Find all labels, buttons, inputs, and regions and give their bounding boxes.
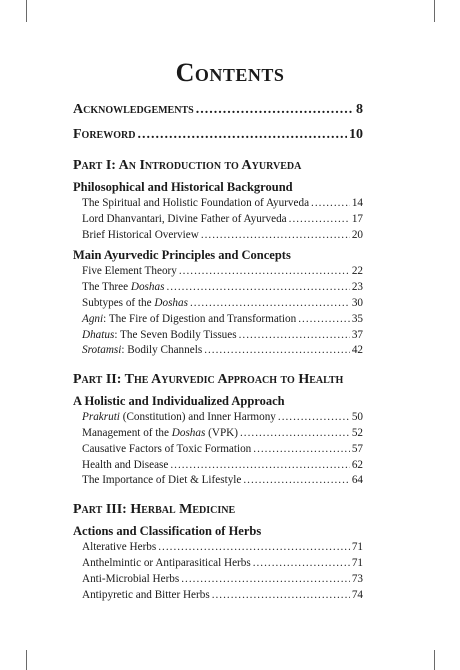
crop-mark-top-right: [434, 0, 435, 22]
dot-leader: [166, 281, 349, 293]
section-heading: A Holistic and Individualized Approach: [73, 394, 285, 409]
dot-leader: [253, 443, 350, 455]
dot-leader: [240, 427, 350, 439]
dot-leader: [196, 102, 354, 118]
toc-entry-label: Brief Historical Overview: [82, 228, 199, 241]
dot-leader: [289, 213, 350, 225]
part-heading: Part III: Herbal Medicine: [73, 502, 236, 518]
toc-entry-label: Alterative Herbs: [82, 541, 157, 554]
part-heading: Part I: An Introduction to Ayurveda: [73, 158, 302, 173]
dot-leader: [170, 459, 349, 471]
dot-leader: [137, 127, 347, 143]
toc-entry-label: The Spiritual and Holistic Foundation of Ayurveda: [82, 197, 310, 209]
toc-entry[interactable]: [73, 281, 363, 297]
toc-entry-label: Anti-Microbial Herbs: [82, 572, 180, 585]
toc-page-number: 52: [351, 426, 363, 439]
section-heading: Philosophical and Historical Background: [73, 180, 293, 194]
toc-page-number: 71: [351, 541, 363, 554]
toc-page-number: 71: [351, 556, 363, 569]
toc-entry-label: Five Element Theory: [82, 265, 177, 278]
crop-mark-bottom-right: [434, 650, 435, 670]
dot-leader: [190, 297, 350, 309]
toc-page-number: 50: [351, 411, 363, 424]
toc-entry-label: Health and Disease: [82, 458, 169, 471]
toc-page-number: 14: [351, 197, 363, 209]
toc-entry-label: Anthelmintic or Antiparasitical Herbs: [82, 556, 251, 569]
toc-entry[interactable]: [73, 329, 363, 345]
crop-mark-top-left: [26, 0, 27, 22]
toc-page-number: 23: [351, 281, 363, 294]
toc-page-number: 74: [351, 588, 363, 601]
toc-page-number: 42: [351, 344, 363, 357]
toc-entry-label: Antipyretic and Bitter Herbs: [82, 588, 210, 601]
dot-leader: [298, 313, 350, 325]
toc-entry[interactable]: [73, 265, 363, 281]
toc-entry-label: Acknowledgements: [73, 102, 194, 117]
toc-entry-label: Srotamsi: Bodily Channels: [82, 344, 203, 357]
toc-entry-label: Subtypes of the Doshas: [82, 296, 188, 309]
toc-page-number: 10: [349, 127, 363, 142]
toc-entry[interactable]: [73, 474, 363, 490]
toc-entry[interactable]: [73, 541, 363, 557]
toc-entry[interactable]: [73, 573, 363, 589]
toc-page-number: 37: [351, 328, 363, 341]
toc-page-number: 20: [351, 228, 363, 241]
toc-entry-foreword[interactable]: [73, 127, 363, 147]
toc-entry-label: The Importance of Diet & Lifestyle: [82, 474, 242, 487]
toc-entry[interactable]: [73, 443, 363, 459]
section-heading: Main Ayurvedic Principles and Concepts: [73, 248, 291, 263]
dot-leader: [201, 229, 350, 241]
toc-entry-label: Agni: The Fire of Digestion and Transformation: [82, 312, 297, 325]
toc-entry-label: Causative Factors of Toxic Formation: [82, 442, 252, 455]
toc-entry-label: Dhatus: The Seven Bodily Tissues: [82, 328, 237, 341]
toc-entry-label: Lord Dhanvantari, Divine Father of Ayurveda: [82, 212, 287, 225]
toc-entry-label: Management of the Doshas (VPK): [82, 426, 238, 439]
dot-leader: [181, 573, 350, 585]
toc-page-number: 73: [351, 572, 363, 585]
dot-leader: [278, 411, 350, 423]
toc-entry[interactable]: [73, 344, 363, 360]
section-heading: Actions and Classification of Herbs: [73, 524, 262, 539]
dot-leader: [253, 557, 350, 569]
dot-leader: [212, 589, 350, 601]
toc-entry[interactable]: [73, 197, 363, 213]
toc-page-number: 64: [351, 474, 363, 487]
toc-entry[interactable]: [73, 313, 363, 329]
toc-entry[interactable]: [73, 459, 363, 475]
toc-entry[interactable]: [73, 411, 363, 427]
toc-entry[interactable]: [73, 589, 363, 605]
toc-entry[interactable]: [73, 557, 363, 573]
toc-page-number: 62: [351, 458, 363, 471]
toc-entry-acknowledgements[interactable]: [73, 102, 363, 122]
toc-entry[interactable]: [73, 213, 363, 229]
toc-page-number: 22: [351, 265, 363, 278]
dot-leader: [204, 344, 350, 356]
table-of-contents: [73, 102, 363, 604]
dot-leader: [311, 197, 350, 209]
dot-leader: [179, 265, 350, 277]
toc-entry[interactable]: [73, 297, 363, 313]
toc-entry[interactable]: [73, 427, 363, 443]
toc-page-number: 30: [351, 296, 363, 309]
toc-entry[interactable]: [73, 229, 363, 245]
toc-page-number: 35: [351, 312, 363, 325]
toc-entry-label: Prakruti (Constitution) and Inner Harmony: [82, 411, 276, 424]
toc-entry-label: The Three Doshas: [82, 281, 165, 294]
toc-page-number: 17: [351, 212, 363, 225]
crop-mark-bottom-left: [26, 650, 27, 670]
dot-leader: [243, 474, 349, 486]
toc-page-number: 8: [356, 102, 363, 117]
page-title: Contents: [175, 58, 285, 87]
toc-page-number: 57: [351, 442, 363, 455]
toc-entry-label: Foreword: [73, 127, 136, 142]
part-heading: Part II: The Ayurvedic Approach to Health: [73, 372, 344, 388]
dot-leader: [239, 329, 350, 341]
dot-leader: [158, 541, 350, 553]
